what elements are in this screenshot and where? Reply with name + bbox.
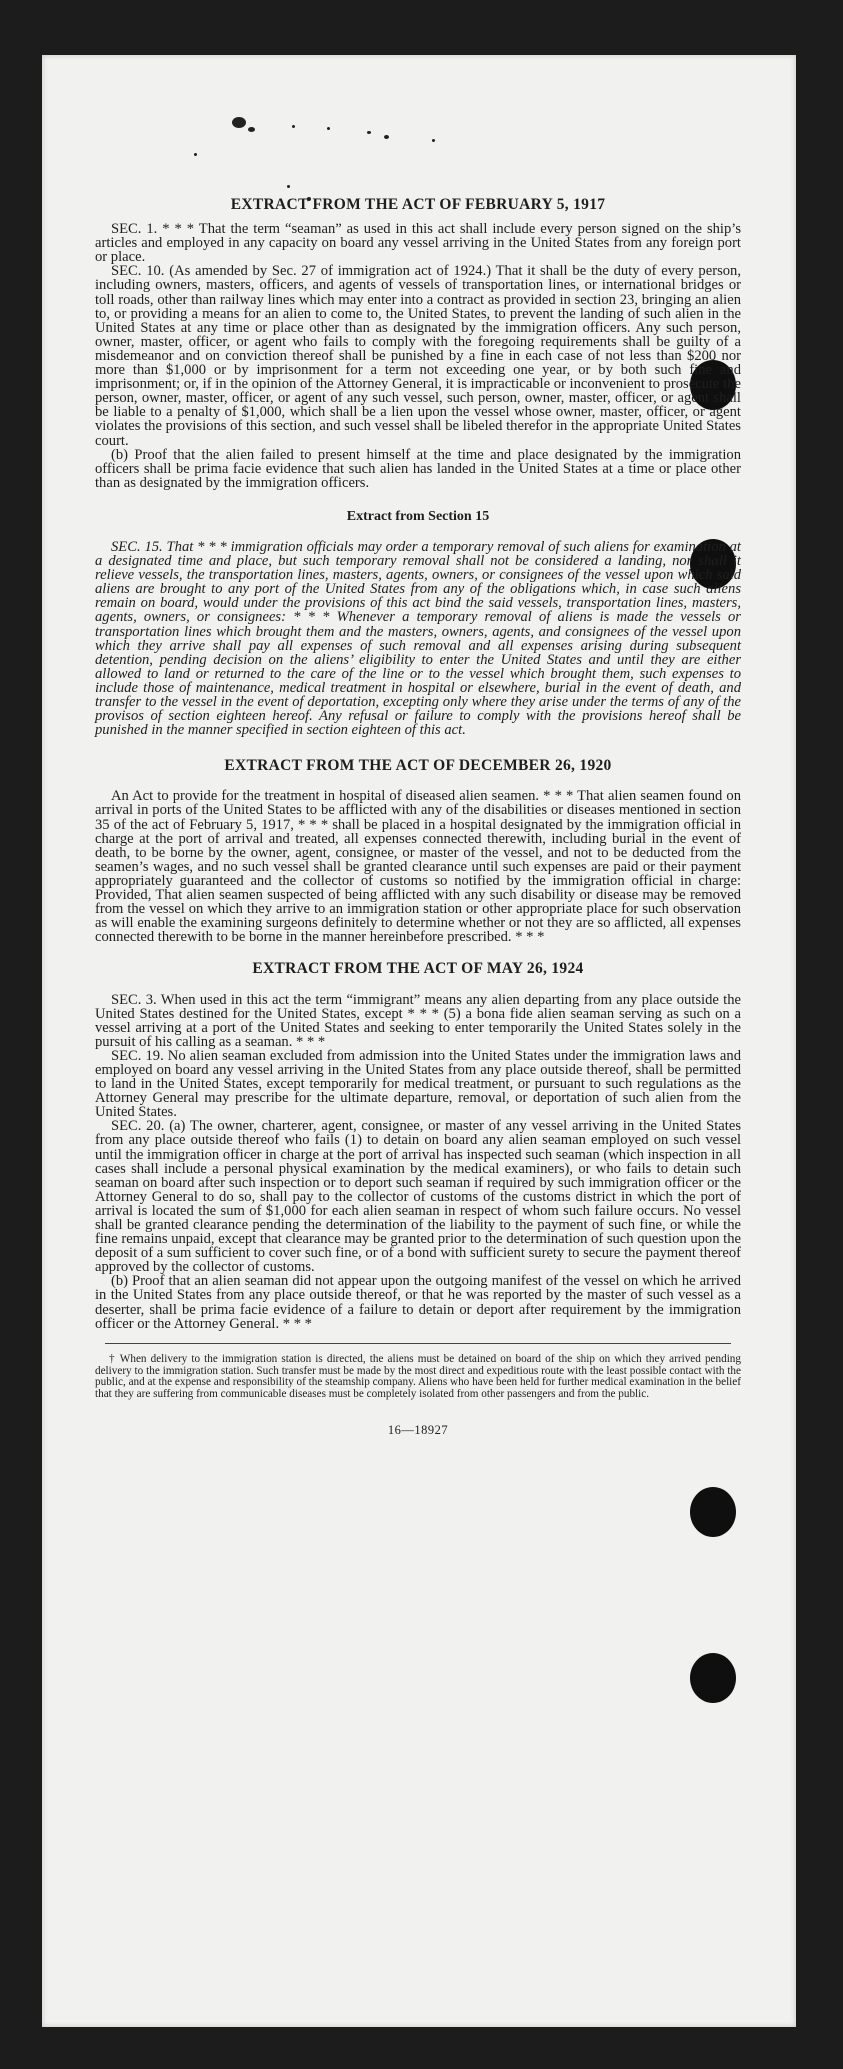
- punch-hole: [690, 1487, 736, 1537]
- paragraph-1924-sec-20: SEC. 20. (a) The owner, charterer, agent, consignee, or master of any vessel arriving in the United States from any place outside thereof who fails (1) to detain on board any alien seaman employed on such vessel until the immigration officer in charge at the port of arrival has inspected such seaman (which inspection in all cases shall include a personal physical examination by the medical examiners), or who fails to detain such seaman on board after such inspection or to deport such seaman if required by such immigration officer or the Attorney General to do so, shall pay to the collector of customs of the customs district in which the port of arrival is located the sum of $1,000 for each alien seaman in respect of whom such failure occurs. No vessel shall be granted clearance pending the determination of the liability to the payment of such fine, or while the fine remains unpaid, except that clearance may be granted prior to the determination of such question upon the deposit of a sum sufficient to cover such fine, or of a bond with sufficient surety to secure the payment thereof approved by the collector of customs.: [95, 1118, 741, 1276]
- ink-speck: [384, 135, 389, 139]
- paragraph-1917-sec-10: SEC. 10. (As amended by Sec. 27 of immigration act of 1924.) That it shall be the duty of every person, including owners, masters, officers, and agents of vessels of transportation lines, or international bridges or toll roads, other than railway lines which may enter into a contract as provided in section 23, bringing an alien to, or providing a means for an alien to come to, the United States, to prevent the landing of such alien in the United States at any time or place other than as designated by the immigration officers. Any such person, owner, master, officer, or agent who fails to comply with the foregoing requirements shall be guilty of a misdemeanor and on conviction thereof shall be punished by a fine in each case of not less than $200 nor more than $1,000 or by imprisonment for a term not exceeding one year, or by both such fine and imprisonment; or, if in the opinion of the Attorney General, it is impracticable or inconvenient to prosecute the person, owner, master, officer, or agent of any such vessel, such person, owner, master, officer, or agent shall be liable to a penalty of $1,000, which shall be a lien upon the vessel whose owner, master, officer, or agent violates the provisions of this section, and such vessel shall be libeled therefor in the appropriate United States court.: [95, 263, 741, 449]
- footnote: † When delivery to the immigration station is directed, the aliens must be detained on board of the ship on which they arrived pending delivery to the immigration station. Such transfer must be made by the most direct and expeditious route with the least possible contact with the public, and at the expense and responsibility of the steamship company. Aliens who have been held for further medical examination in the belief that they are suffering from communicable diseases must be completely isolated from other passengers and from the public.: [95, 1352, 741, 1401]
- ink-speck: [367, 131, 371, 134]
- ink-speck: [194, 153, 197, 156]
- ink-speck: [232, 117, 246, 128]
- paragraph-1917-sec-10-b: (b) Proof that the alien failed to present himself at the time and place designated by the immigration officers shall be prima facie evidence that such alien has landed in the United States at a time or place other than as designated by the immigration officers.: [95, 446, 741, 491]
- heading-act-1917: EXTRACT FROM THE ACT OF FEBRUARY 5, 1917: [230, 196, 606, 213]
- ink-speck: [248, 127, 255, 132]
- paragraph-1917-sec-1: SEC. 1. * * * That the term “seaman” as used in this act shall include every person signed on the ship’s articles and employed in any capacity on board any vessel arriving in the United States from any foreign port or place.: [95, 221, 741, 266]
- paragraph-section-15: SEC. 15. That * * * immigration officials may order a temporary removal of such aliens for examination at a designated time and place, but such temporary removal shall not be considered a landing, nor shall it relieve vessels, the transportation lines, masters, agents, owners, or consignees of the vessel upon which said aliens are brought to any port of the United States from any of the obligations which, in case such aliens remain on board, would under the provisions of this act bind the said vessels, transportation lines, masters, agents, owners, or consignees: * * * Whenever a temporary removal of aliens is made the vessels or transportation lines which brought them and the masters, owners, agents, and consignees of the vessel upon which they arrive shall pay all expenses of such removal and all expenses arising during subsequent detention, pending decision on the aliens’ eligibility to enter the United States and until they are either allowed to land or returned to the care of the line or to the vessel which brought them, such expenses to include those of maintenance, medical treatment in hospital or elsewhere, burial in the event of death, and transfer to the vessel in the event of deportation, excepting only where they arise under the terms of any of the provisos of section eighteen hereof. Any refusal or failure to comply with the provisions hereof shall be punished in the manner specified in section eighteen of this act.: [95, 538, 741, 739]
- form-code: 16—18927: [387, 1422, 449, 1437]
- document-text: [95, 170, 741, 1437]
- footnote-divider: [105, 1343, 731, 1344]
- ink-speck: [327, 127, 330, 130]
- heading-act-1924: EXTRACT FROM THE ACT OF MAY 26, 1924: [252, 960, 584, 978]
- ink-speck: [432, 139, 435, 142]
- ink-speck: [292, 125, 295, 128]
- heading-act-1920: EXTRACT FROM THE ACT OF DECEMBER 26, 1920: [224, 757, 612, 775]
- paragraph-1920: An Act to provide for the treatment in hospital of diseased alien seamen. * * * That alien seamen found on arrival in ports of the United States to be afflicted with any of the disabilities or diseases mentioned in section 35 of the act of February 5, 1917, * * * shall be placed in a hospital designated by the immigration official in charge at the port of arrival and treated, all expenses connected therewith, including burial in the event of death, to be borne by the owner, agent, consignee, or master of the vessel, and not to be deducted from the seamen’s wages, and no such vessel shall be granted clearance until such expenses are paid or their payment appropriately guaranteed and the collector of customs so notified by the immigration official in charge: Provided, That alien seamen suspected of being afflicted with any such disability or disease may be removed from the vessel on which they arrive to an immigration station or other appropriate place for such observation as will enable the examining surgeons definitely to determine whether or not they are so afflicted, all expenses connected therewith to be borne in the manner hereinbefore prescribed. * * *: [95, 788, 741, 946]
- paragraph-1924-sec-20-b: (b) Proof that an alien seaman did not appear upon the outgoing manifest of the vessel on which he arrived in the United States from any place outside thereof, or that he was reported by the master of such vessel as a deserter, shall be prima facie evidence of a failure to detain or deport after requirement by the immigration officer or the Attorney General. * * *: [95, 1273, 741, 1332]
- heading-section-15: Extract from Section 15: [346, 508, 490, 524]
- punch-hole: [690, 1653, 736, 1703]
- paragraph-1924-sec-3: SEC. 3. When used in this act the term “immigrant” means any alien departing from any place outside the United States destined for the United States, except * * * (5) a bona fide alien seaman serving as such on a vessel arriving at a port of the United States and seeking to enter temporarily the United States solely in the pursuit of his calling as a seaman. * * *: [95, 991, 741, 1050]
- paragraph-1924-sec-19: SEC. 19. No alien seaman excluded from admission into the United States under the immigration laws and employed on board any vessel arriving in the United States from any place outside thereof, shall be permitted to land in the United States, except temporarily for medical treatment, or pursuant to such regulations as the Attorney General may prescribe for the ultimate departure, removal, or deportation of such alien from the United States.: [95, 1047, 741, 1121]
